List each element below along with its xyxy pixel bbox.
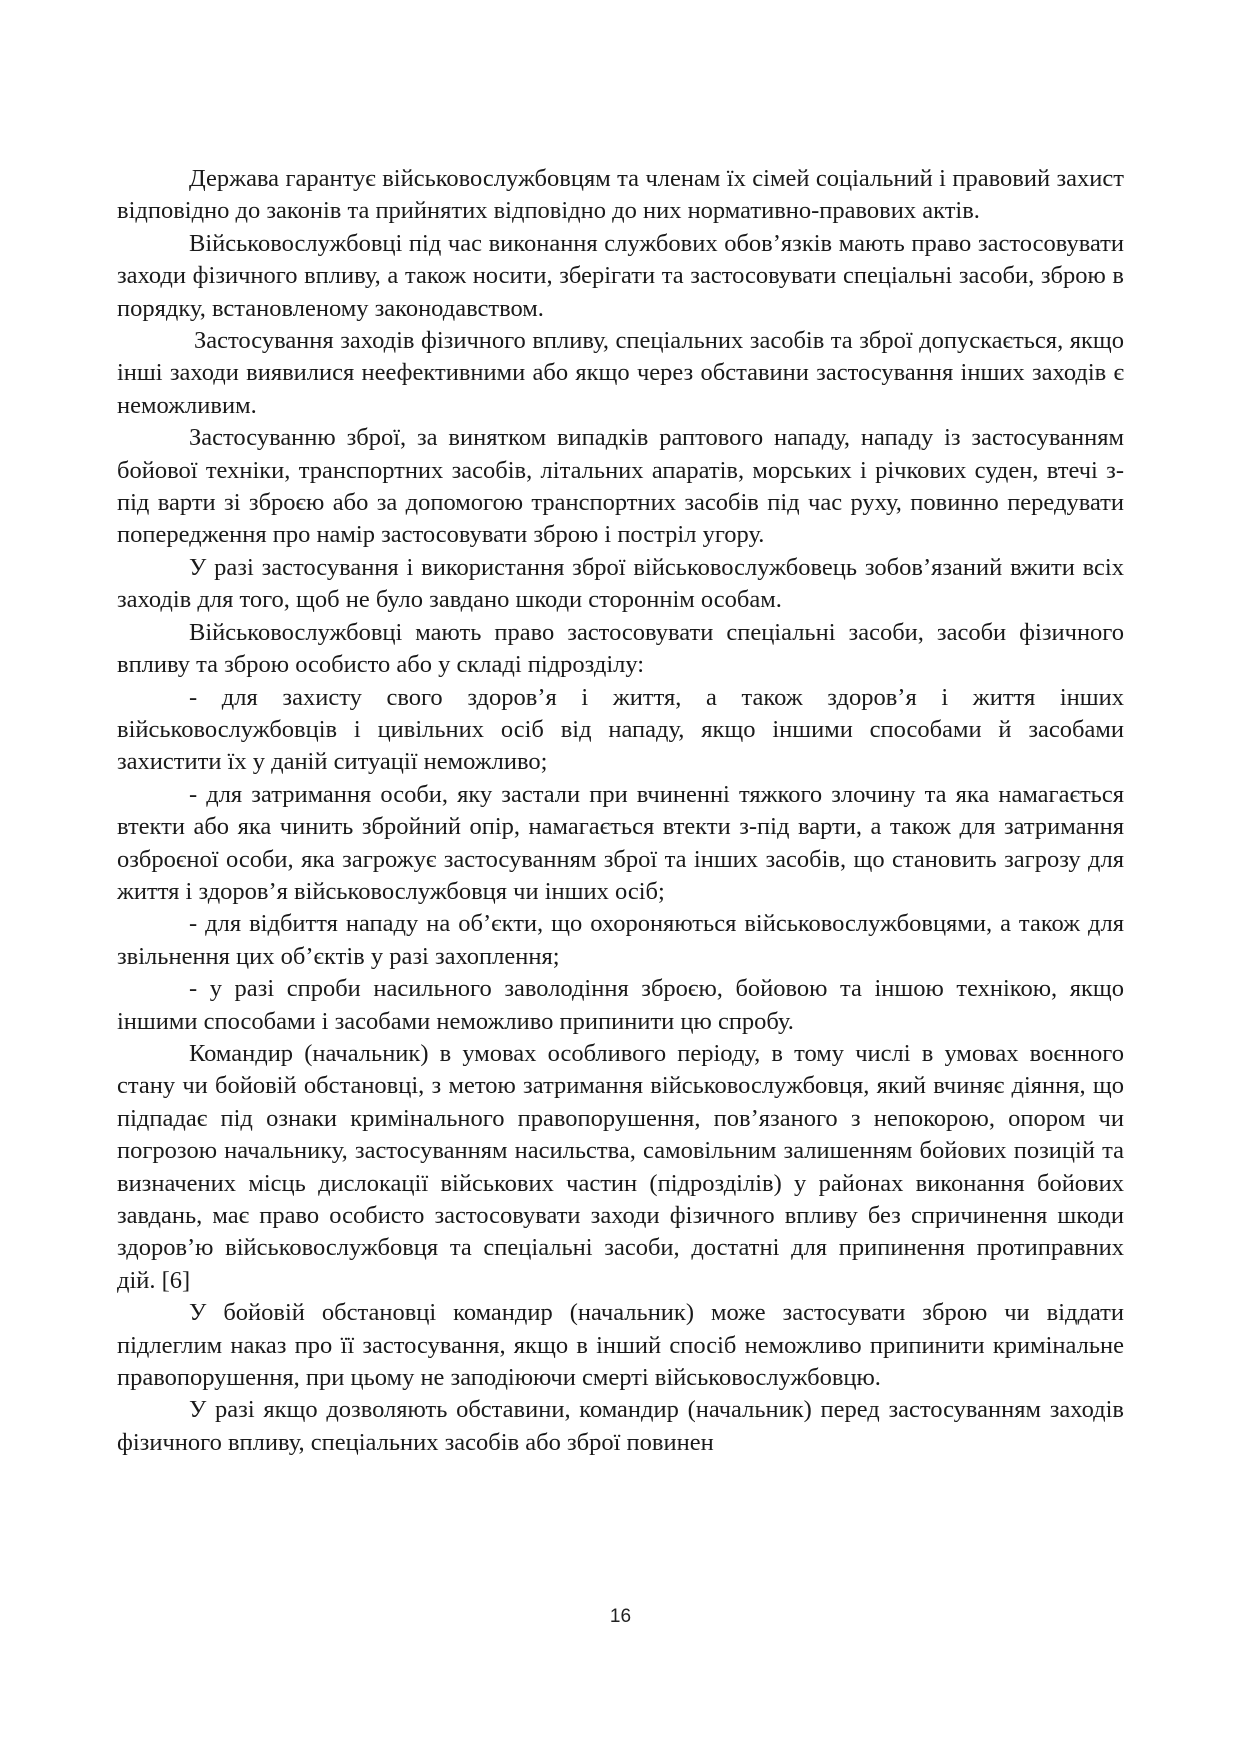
paragraph-use-cases-intro: Військовослужбовці мають право застосовувати спеціальні засоби, засоби фізичного впливу та зброю особисто або у складі підрозділу: xyxy=(117,618,1124,679)
paragraph-warning-shot: Застосуванню зброї, за винятком випадків раптового нападу, нападу із застосуванням бойової техніки, транспортних засобів, літальних апаратів, морських і річкових суден, втечі з-під варти зі зброєю або за допомогою транспортних засобів під час руху, повинно передувати попередження про намір застосовувати зброю і постріл угору. xyxy=(117,424,1124,549)
list-item-self-defense: - для захисту свого здоров’я і життя, а також здоров’я і життя інших військовослужбовців і цивільних осіб від нападу, якщо іншими способами й засобами захистити їх у даній ситуації неможливо; xyxy=(117,683,1124,776)
paragraph-commander-special-period: Командир (начальник) в умовах особливого періоду, в тому числі в умовах воєнного стану чи бойовій обстановці, з метою затримання військовослужбовця, який вчиняє діяння, що підпадає під ознаки кримінального правопорушення, пов’язаного з непокорою, опором чи погрозою начальнику, застосуванням насильства, самовільним залишенням бойових позицій та визначених місць дислокації військових частин (підрозділів) у районах виконання бойових завдань, має право особисто застосовувати заходи фізичного впливу без спричинення шкоди здоров’ю військовослужбовця та спеціальні засоби, достатні для припинення протиправних дій. [6] xyxy=(117,1039,1124,1294)
document-body xyxy=(117,163,1124,1459)
page-number: 16 xyxy=(609,1606,632,1627)
list-item-detention: - для затримання особи, яку застали при вчиненні тяжкого злочину та яка намагається втекти або яка чинить збройний опір, намагається втекти з-під варти, а також для затримання озброєної особи, яка загрожує застосуванням зброї та інших засобів, що становить загрозу для життя і здоров’я військовослужбовця чи інших осіб; xyxy=(117,780,1124,905)
paragraph-servicemen-rights: Військовослужбовці під час виконання службових обов’язків мають право застосовувати заходи фізичного впливу, а також носити, зберігати та застосовувати спеціальні засоби, зброю в порядку, встановленому законодавством. xyxy=(117,229,1124,322)
paragraph-use-conditions: Застосування заходів фізичного впливу, спеціальних засобів та зброї допускається, якщо інші заходи виявилися неефективними або якщо через обставини застосування інших заходів є неможливим. xyxy=(117,327,1124,419)
paragraph-state-guarantee: Держава гарантує військовослужбовцям та членам їх сімей соціальний і правовий захист відповідно до законів та прийнятих відповідно до них нормативно-правових актів. xyxy=(117,165,1124,225)
paragraph-bystander-safety: У разі застосування і використання зброї військовослужбовець зобов’язаний вжити всіх заходів для того, щоб не було завдано шкоди стороннім особам. xyxy=(117,553,1124,614)
paragraph-combat-situation: У бойовій обстановці командир (начальник) може застосувати зброю чи віддати підлеглим наказ про її застосування, якщо в інший спосіб неможливо припинити кримінальне правопорушення, при цьому не заподіюючи смерті військовослужбовцю. xyxy=(117,1299,1124,1392)
list-item-weapon-seizure: - у разі спроби насильного заволодіння зброєю, бойовою та іншою технікою, якщо іншими способами і засобами неможливо припинити цю спробу. xyxy=(117,975,1124,1035)
paragraph-prior-warning: У разі якщо дозволяють обставини, командир (начальник) перед застосуванням заходів фізичного впливу, спеціальних засобів або зброї повинен xyxy=(117,1396,1124,1456)
list-item-object-defense: - для відбиття нападу на об’єкти, що охороняються військовослужбовцями, а також для звільнення цих об’єктів у разі захоплення; xyxy=(117,910,1124,970)
